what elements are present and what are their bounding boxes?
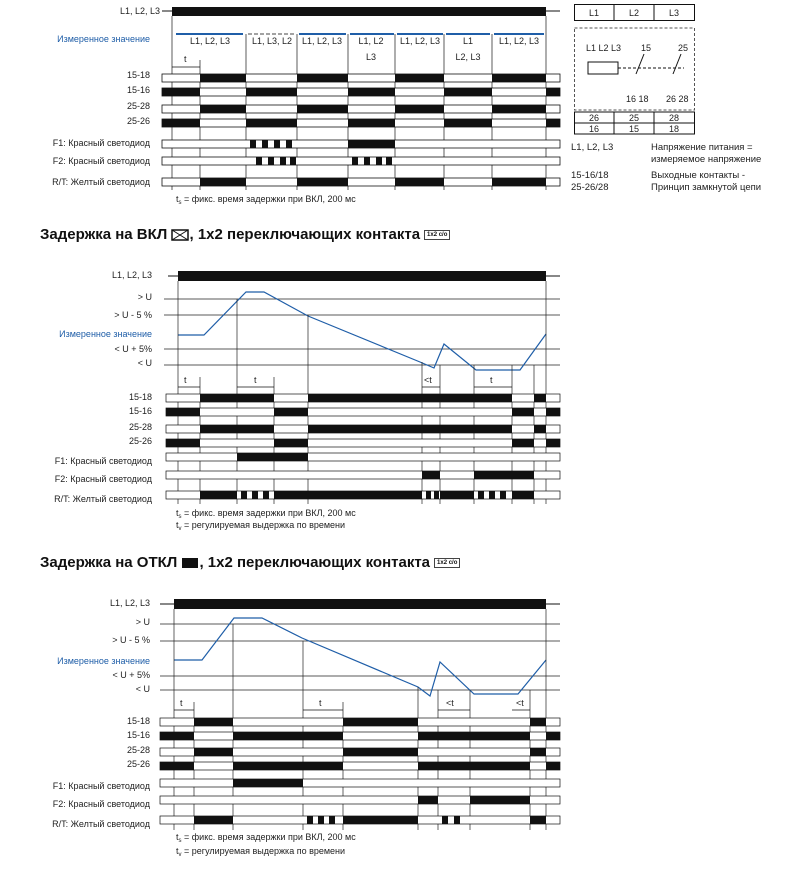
- terminal-diagram: [574, 4, 704, 136]
- svg-text:<t: <t: [446, 698, 454, 708]
- svg-text:tv = регулируемая выдержка по: $t_v$ = регулируемая выдержка по времени: [176, 846, 346, 858]
- svg-text:L1, L2, L3: L1, L2, L3: [498, 36, 540, 46]
- svg-text:L1 L2 L3: L1 L2 L3: [586, 43, 622, 53]
- svg-text:L1, L2, L3: L1, L2, L3: [189, 36, 231, 46]
- svg-text:16 18: 16 18: [626, 94, 649, 104]
- svg-text:15-16: 15-16: [128, 406, 152, 416]
- svg-text:> U: > U: [135, 617, 150, 627]
- svg-text:L3: L3: [668, 8, 680, 18]
- svg-text:L2: L2: [628, 8, 640, 18]
- svg-text:< U + 5%: < U + 5%: [112, 670, 150, 680]
- svg-text:ts = фикс. время задержки при: $t_s$ = фикс. время задержки при ВКЛ, 200 мс: [176, 508, 356, 520]
- crossed-box-icon: [171, 229, 189, 241]
- svg-text:L1, L3, L2: L1, L3, L2: [251, 36, 293, 46]
- svg-text:R/T: Желтый светодиод: R/T: Желтый светодиод: [52, 819, 150, 829]
- svg-text:F1: Красный светодиод: F1: Красный светодиод: [52, 781, 150, 791]
- row-label-rt: R/T: Желтый светодиод: [52, 177, 150, 187]
- svg-text:> U - 5 %: > U - 5 %: [114, 310, 152, 320]
- row-label-15-18: 15-18: [126, 70, 150, 80]
- measured-curve: [178, 292, 546, 370]
- svg-text:F2: Красный светодиод: F2: Красный светодиод: [54, 474, 152, 484]
- svg-text:16: 16: [588, 124, 600, 134]
- svg-text:25: 25: [678, 43, 689, 53]
- row-label-25-26: 25-26: [126, 116, 150, 126]
- svg-text:< U: < U: [135, 684, 150, 694]
- svg-text:15: 15: [641, 43, 652, 53]
- section2-title: Задержка на ВКЛ , 1x2 переключающих контакта 1x2 c/o: [40, 226, 450, 243]
- svg-text:t: t: [490, 375, 493, 385]
- svg-text:<t: <t: [516, 698, 524, 708]
- svg-text:25-26: 25-26: [128, 436, 152, 446]
- svg-text:L1, L2, L3: L1, L2, L3: [301, 36, 343, 46]
- svg-text:18: 18: [668, 124, 680, 134]
- svg-text:L2, L3: L2, L3: [455, 52, 481, 62]
- off-delay-diagram: [0, 590, 580, 870]
- svg-text:t: t: [180, 698, 183, 708]
- svg-text:t: t: [184, 375, 187, 385]
- svg-text:15-18: 15-18: [126, 716, 150, 726]
- row-label-supply: L1, L2, L3: [119, 6, 160, 16]
- svg-text:F2: Красный светодиод: F2: Красный светодиод: [52, 799, 150, 809]
- off-delay-relay-rows: [160, 718, 560, 824]
- legend: L1, L2, L3 Напряжение питания = измеряемое напряжение 15-16/18 Выходные контакты - 25-26/28 Принцип замкнутой цепи: [571, 142, 762, 193]
- svg-text:L1: L1: [462, 36, 474, 46]
- svg-text:t: t: [254, 375, 257, 385]
- svg-text:t: t: [184, 54, 187, 64]
- top-note: $t_s$ = фикс. время задержки при ВКЛ, 200 мс: [176, 194, 356, 206]
- svg-text:26: 26: [588, 113, 600, 123]
- svg-text:L1, L2: L1, L2: [358, 36, 384, 46]
- contact-tag: 1x2 c/o: [434, 558, 460, 568]
- svg-text:15: 15: [628, 124, 640, 134]
- svg-text:F1: Красный светодиод: F1: Красный светодиод: [54, 456, 152, 466]
- phase-labels: [190, 36, 539, 62]
- svg-text:> U - 5 %: > U - 5 %: [112, 635, 150, 645]
- svg-text:Измеренное значение: Измеренное значение: [59, 329, 152, 339]
- filled-box-icon: [181, 557, 199, 569]
- svg-text:15-18: 15-18: [128, 392, 152, 402]
- row-label-15-16: 15-16: [126, 85, 150, 95]
- svg-text:25-26: 25-26: [126, 759, 150, 769]
- contact-tag: 1x2 c/o: [424, 230, 450, 240]
- svg-text:L1, L2, L3: L1, L2, L3: [399, 36, 441, 46]
- svg-text:25-28: 25-28: [128, 422, 152, 432]
- svg-text:L1: L1: [588, 8, 600, 18]
- svg-text:tv = регулируемая выдержка по: $t_v$ = регулируемая выдержка по времени: [176, 520, 346, 530]
- on-delay-relay-rows: [166, 394, 560, 499]
- svg-text:< U: < U: [137, 358, 152, 368]
- phase-sequence-diagram: [0, 0, 570, 210]
- svg-text:Измеренное значение: Измеренное значение: [57, 656, 150, 666]
- relay-rows: [162, 74, 560, 186]
- svg-text:25-28: 25-28: [126, 745, 150, 755]
- row-label-measured: Измеренное значение: [57, 34, 150, 44]
- svg-text:L3: L3: [365, 52, 377, 62]
- row-label-f1: F1: Красный светодиод: [52, 138, 150, 148]
- svg-text:15-16: 15-16: [126, 730, 150, 740]
- svg-text:L1, L2, L3: L1, L2, L3: [111, 270, 152, 280]
- svg-text:ts = фикс. время задержки при: $t_s$ = фикс. время задержки при ВКЛ, 200 мс: [176, 832, 356, 844]
- svg-text:<t: <t: [424, 375, 432, 385]
- on-delay-diagram: [0, 262, 580, 530]
- section3-title: Задержка на ОТКЛ , 1x2 переключающих контакта 1x2 c/o: [40, 554, 460, 571]
- svg-text:> U: > U: [137, 292, 152, 302]
- svg-text:25: 25: [628, 113, 640, 123]
- svg-text:R/T: Желтый светодиод: R/T: Желтый светодиод: [54, 494, 152, 504]
- svg-text:< U + 5%: < U + 5%: [114, 344, 152, 354]
- row-label-25-28: 25-28: [126, 101, 150, 111]
- measured-curve: [174, 618, 546, 696]
- row-label-f2: F2: Красный светодиод: [52, 156, 150, 166]
- svg-text:L1, L2, L3: L1, L2, L3: [109, 598, 150, 608]
- svg-text:t: t: [319, 698, 322, 708]
- svg-text:26 28: 26 28: [666, 94, 689, 104]
- svg-text:28: 28: [668, 113, 680, 123]
